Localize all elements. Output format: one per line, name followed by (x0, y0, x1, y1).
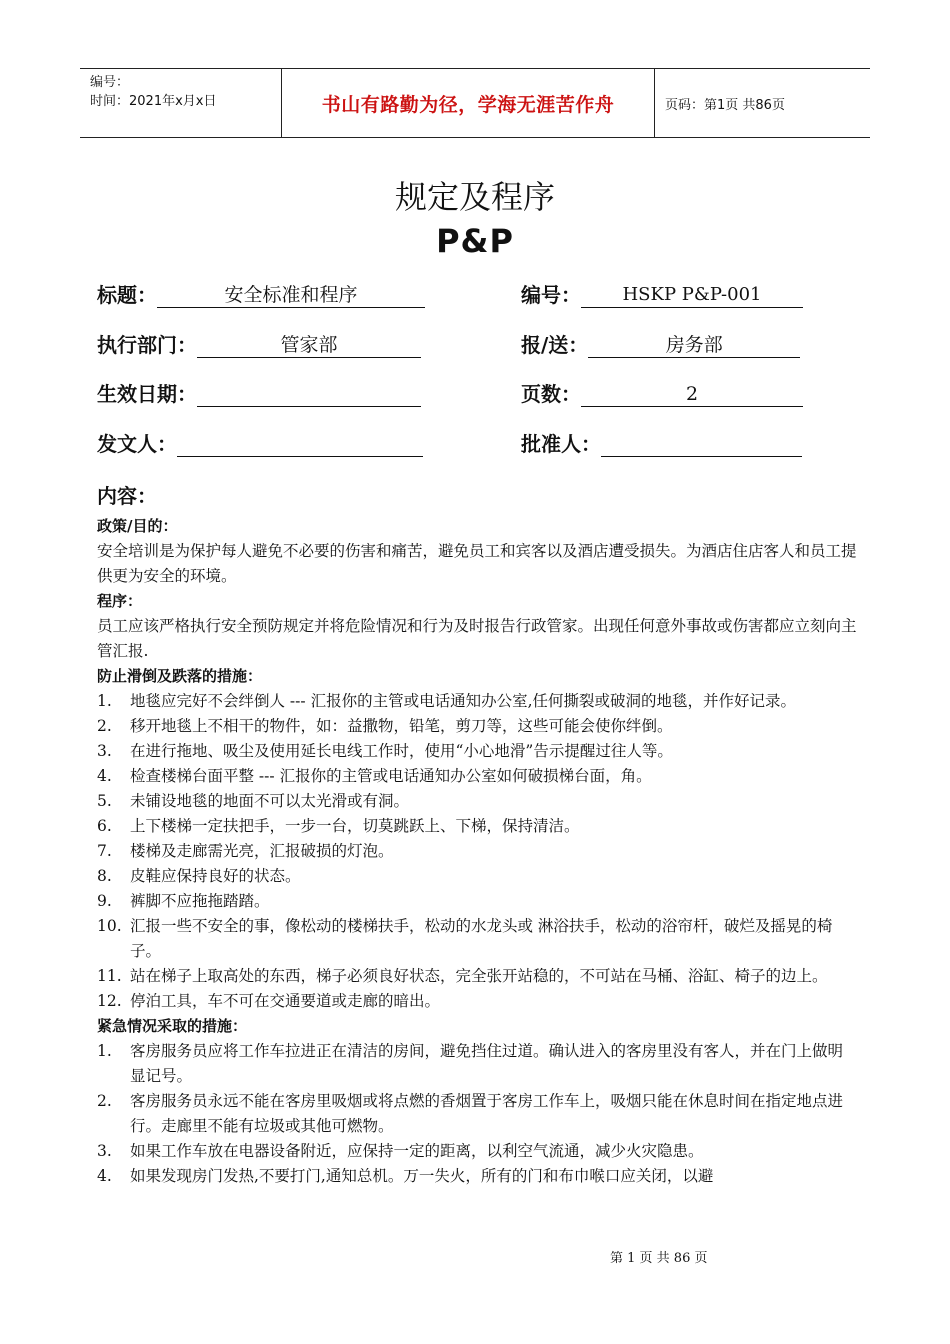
pages-field (521, 379, 803, 407)
list-item-number: 10. (97, 917, 122, 935)
list-item-text: 裤脚不应拖拖踏踏。 (130, 892, 270, 910)
code-label: 编号： (90, 75, 130, 90)
content-label: 内容： (97, 484, 157, 508)
content-body (97, 514, 857, 1189)
dept-value: 管家部 (197, 333, 421, 358)
list-item-text: 如果工作车放在电器设备附近，应保持一定的距离，以利空气流通，减少火灾隐患。 (130, 1142, 704, 1160)
header-motto: 书山有路勤为径，学海无涯苦作舟 (281, 69, 655, 137)
list-item-text: 汇报一些不安全的事，像松动的楼梯扶手，松动的水龙头或 淋浴扶手，松动的浴帘杆，破烂及摇晃的椅子。 (130, 917, 833, 960)
list-item-text: 客房服务员永远不能在客房里吸烟或将点燃的香烟置于客房工作车上，吸烟只能在休息时间在指定地点进行。走廊里不能有垃圾或其他可燃物。 (130, 1092, 844, 1135)
list-item-number: 4. (97, 767, 112, 785)
list-item-number: 2. (97, 717, 112, 735)
list-item (97, 914, 857, 964)
pages-value: 2 (581, 382, 803, 407)
list-item-number: 11. (97, 967, 122, 985)
list-item (97, 1089, 857, 1139)
number-label: 编号： (521, 283, 581, 307)
date-label: 生效日期： (97, 382, 197, 406)
list-item-number: 3. (97, 1142, 112, 1160)
list-item (97, 839, 857, 864)
list-item-text: 地毯应完好不会绊倒人 --- 汇报你的主管或电话通知办公室,任何撕裂或破洞的地毯，并作好记录。 (130, 692, 796, 710)
page-title: 规定及程序 (394, 178, 555, 216)
slip-list (97, 689, 857, 1014)
date-field (97, 379, 421, 407)
list-item-number: 9. (97, 892, 112, 910)
report-value: 房务部 (588, 333, 800, 358)
list-item-text: 客房服务员应将工作车拉进正在清洁的房间，避免挡住过道。确认进入的客房里没有客人，并在门上做明显记号。 (130, 1042, 844, 1085)
issuer-value (177, 432, 423, 457)
list-item-text: 在进行拖地、吸尘及使用延长电线工作时，使用“小心地滑”告示提醒过往人等。 (130, 742, 673, 760)
list-item-text: 上下楼梯一定扶把手，一步一台，切莫跳跃上、下梯，保持清洁。 (130, 817, 580, 835)
emergency-list (97, 1039, 857, 1189)
slip-heading: 防止滑倒及跌落的措施： (97, 667, 263, 685)
list-item-text: 移开地毯上不相干的物件，如：益撒物，铅笔，剪刀等，这些可能会使你绊倒。 (130, 717, 673, 735)
list-item-number: 7. (97, 842, 112, 860)
policy-text: 安全培训是为保护每人避免不必要的伤害和痛苦，避免员工和宾客以及酒店遭受损失。为酒店住店客人和员工提供更为安全的环境。 (97, 542, 857, 585)
procedure-text: 员工应该严格执行安全预防规定并将危险情况和行为及时报告行政管家。出现任何意外事故或伤害都应立刻向主管汇报. (97, 617, 857, 660)
list-item (97, 1039, 857, 1089)
list-item-number: 3. (97, 742, 112, 760)
list-item-text: 站在梯子上取高处的东西，梯子必须良好状态，完全张开站稳的，不可站在马桶、浴缸、椅子的边上。 (130, 967, 828, 985)
issuer-label: 发文人： (97, 432, 177, 456)
list-item-text: 楼梯及走廊需光亮，汇报破损的灯泡。 (130, 842, 394, 860)
header-meta (80, 69, 281, 137)
dept-label: 执行部门： (97, 333, 197, 357)
list-item (97, 789, 857, 814)
list-item (97, 714, 857, 739)
page-subtitle: P&P (436, 222, 514, 260)
list-item (97, 889, 857, 914)
list-item-number: 6. (97, 817, 112, 835)
list-item (97, 1139, 857, 1164)
header-page-info: 页码：第1页 共86页 (665, 97, 785, 113)
date-value (197, 382, 421, 407)
list-item (97, 989, 857, 1014)
list-item-number: 4. (97, 1167, 112, 1185)
list-item-number: 1. (97, 1042, 112, 1060)
list-item (97, 689, 857, 714)
list-item-number: 1. (97, 692, 112, 710)
list-item-text: 皮鞋应保持良好的状态。 (130, 867, 301, 885)
policy-heading: 政策/目的： (97, 517, 178, 535)
list-item (97, 1164, 857, 1189)
list-item-number: 5. (97, 792, 112, 810)
report-field (521, 330, 800, 358)
procedure-heading: 程序： (97, 592, 143, 610)
page-footer: 第 1 页 共 86 页 (610, 1251, 708, 1266)
subject-field (97, 280, 425, 308)
list-item-text: 如果发现房门发热,不要打门,通知总机。万一失火，所有的门和布巾喉口应关闭，以避 (130, 1167, 714, 1185)
list-item (97, 764, 857, 789)
dept-field (97, 330, 421, 358)
list-item-text: 未铺设地毯的地面不可以太光滑或有洞。 (130, 792, 410, 810)
approver-value (601, 432, 802, 457)
list-item (97, 739, 857, 764)
list-item (97, 864, 857, 889)
number-field (521, 280, 803, 308)
subject-value: 安全标准和程序 (157, 283, 425, 308)
report-label: 报/送： (521, 333, 589, 357)
list-item-text: 停泊工具，车不可在交通要道或走廊的暗出。 (130, 992, 441, 1010)
list-item (97, 964, 857, 989)
number-value: HSKP P&P-001 (581, 283, 803, 308)
list-item-number: 12. (97, 992, 122, 1010)
time-label: 时间：2021年x月x日 (90, 94, 217, 109)
list-item-number: 2. (97, 1092, 112, 1110)
list-item (97, 814, 857, 839)
list-item-number: 8. (97, 867, 112, 885)
approver-field (521, 429, 802, 457)
approver-label: 批准人： (521, 432, 601, 456)
subject-label: 标题： (97, 283, 157, 307)
document-header (80, 68, 870, 138)
emergency-heading: 紧急情况采取的措施： (97, 1017, 248, 1035)
list-item-text: 检查楼梯台面平整 --- 汇报你的主管或电话通知办公室如何破损梯台面，角。 (130, 767, 652, 785)
issuer-field (97, 429, 423, 457)
pages-label: 页数： (521, 382, 581, 406)
